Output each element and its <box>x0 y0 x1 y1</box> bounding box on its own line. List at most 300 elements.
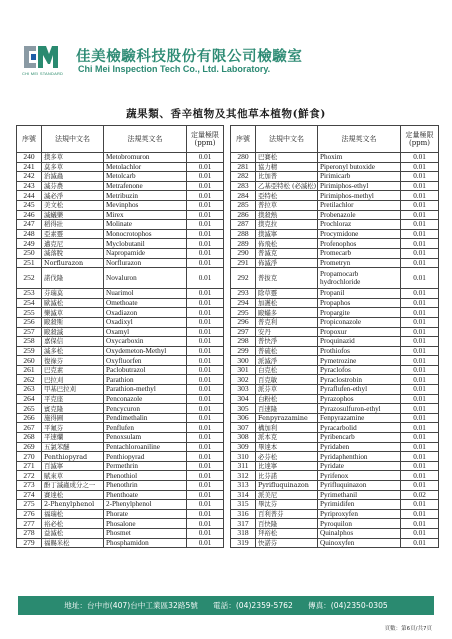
row-number-cell: 256 <box>17 317 42 327</box>
name-en-cell: Pymetrozine <box>318 356 401 366</box>
name-zh-cell: 巴克素 <box>42 365 104 375</box>
name-zh-cell: Pyrifluquinazon <box>256 481 318 491</box>
name-en-cell: Penthiopyrad <box>104 452 187 462</box>
name-en-cell: Pyridate <box>318 461 401 471</box>
row-number-cell: 296 <box>231 317 256 327</box>
quant-limit-cell: 0.01 <box>401 162 439 172</box>
table-row <box>17 490 224 500</box>
quant-limit-cell: 0.01 <box>401 298 439 308</box>
name-zh-cell: 滅多松 <box>42 346 104 356</box>
name-zh-cell: 毆殺斯 <box>42 317 104 327</box>
quant-limit-cell: 0.01 <box>401 239 439 249</box>
name-en-cell: Propaphos <box>318 298 401 308</box>
name-en-cell: Pyrimethanil <box>318 490 401 500</box>
row-number-cell: 260 <box>17 356 42 366</box>
name-en-cell: Pyriproxyfen <box>318 509 401 519</box>
row-number-cell: 280 <box>231 153 256 163</box>
footer-bar <box>18 596 434 615</box>
name-en-cell: Napropamide <box>104 248 187 258</box>
name-en-cell: Norflurazon <box>104 258 187 268</box>
quant-limit-cell: 0.01 <box>401 153 439 163</box>
row-number-cell: 287 <box>231 220 256 230</box>
name-en-cell: Oxycarboxin <box>104 337 187 347</box>
name-en-cell: Pretilachlor <box>318 200 401 210</box>
table-row <box>231 471 439 481</box>
quant-limit-cell: 0.01 <box>187 452 224 462</box>
row-number-cell: 289 <box>231 239 256 249</box>
quant-limit-cell: 0.01 <box>401 356 439 366</box>
table-row <box>17 200 224 210</box>
table-row <box>17 442 224 452</box>
name-zh-cell: 亞素靈 <box>42 229 104 239</box>
row-number-cell: 268 <box>17 433 42 443</box>
table-row <box>17 528 224 538</box>
table-row <box>17 452 224 462</box>
row-number-cell: 286 <box>231 210 256 220</box>
name-zh-cell: 安丹 <box>256 327 318 337</box>
quant-limit-cell: 0.01 <box>401 317 439 327</box>
table-row <box>231 394 439 404</box>
name-zh-cell: 平速爛 <box>42 433 104 443</box>
table-row <box>17 346 224 356</box>
quant-limit-cell: 0.01 <box>401 258 439 268</box>
name-zh-cell: 乙基亞特松 (必滅松) <box>256 181 318 191</box>
row-number-cell: 271 <box>17 461 42 471</box>
table-row <box>17 172 224 182</box>
name-en-cell: Prometryn <box>318 258 401 268</box>
table-row <box>231 433 439 443</box>
name-zh-cell: 福賜米松 <box>42 538 104 548</box>
name-en-cell: Novaluron <box>104 268 187 289</box>
name-en-cell: Pyraclostrobin <box>318 375 401 385</box>
name-en-cell: Metrafenone <box>104 181 187 191</box>
quant-limit-cell: 0.01 <box>187 298 224 308</box>
row-number-cell: 262 <box>17 375 42 385</box>
quant-limit-cell: 0.01 <box>401 365 439 375</box>
table-row <box>17 268 224 289</box>
name-zh-cell: 撲多草 <box>42 153 104 163</box>
name-en-cell: Oxydemeton-Methyl <box>104 346 187 356</box>
quant-limit-cell: 0.01 <box>187 404 224 414</box>
name-en-cell: Prochloraz <box>318 220 401 230</box>
row-number-cell: 308 <box>231 433 256 443</box>
name-zh-cell: 益滅松 <box>42 528 104 538</box>
letterhead <box>22 42 432 78</box>
table-row <box>17 327 224 337</box>
name-zh-cell: 除草靈 <box>256 289 318 299</box>
row-number-cell: 298 <box>231 337 256 347</box>
quant-limit-cell: 0.01 <box>187 500 224 510</box>
quant-limit-cell: 0.01 <box>401 452 439 462</box>
left-analyte-table <box>16 125 224 548</box>
name-zh-cell: 拜裕松 <box>256 528 318 538</box>
quant-limit-cell: 0.01 <box>187 317 224 327</box>
row-number-cell: 306 <box>231 413 256 423</box>
row-number-cell: 255 <box>17 308 42 318</box>
header-name-en: 法規英文名 <box>104 126 187 153</box>
name-zh-cell: 快諾芬 <box>256 538 318 548</box>
name-zh-cell: 稻得壯 <box>42 220 104 230</box>
row-number-cell: 245 <box>17 200 42 210</box>
table-row <box>17 153 224 163</box>
name-zh-cell: 百滅寧 <box>42 461 104 471</box>
name-zh-cell: 賦來草 <box>42 471 104 481</box>
row-number-cell: 293 <box>231 289 256 299</box>
table-row <box>17 404 224 414</box>
table-row <box>231 490 439 500</box>
right-table-body <box>231 153 439 548</box>
quant-limit-cell: 0.01 <box>401 308 439 318</box>
quant-limit-cell: 0.01 <box>187 394 224 404</box>
row-number-cell: 251 <box>17 258 42 268</box>
table-row <box>17 220 224 230</box>
name-en-cell: Omethoate <box>104 298 187 308</box>
quant-limit-cell: 0.01 <box>401 346 439 356</box>
name-en-cell: Metribuzin <box>104 191 187 201</box>
row-number-cell: 278 <box>17 528 42 538</box>
row-number-cell: 288 <box>231 229 256 239</box>
page-number: 頁數：第6頁/共7頁 <box>384 626 432 632</box>
name-en-cell: Parathion-methyl <box>104 385 187 395</box>
company-name-zh: 佳美檢驗科技股份有限公司檢驗室 <box>76 49 303 65</box>
name-en-cell: Pyrifluquinazon <box>318 481 401 491</box>
table-row <box>17 162 224 172</box>
table-row <box>231 404 439 414</box>
name-zh-cell: 滅必淨 <box>42 191 104 201</box>
header-name-zh: 法規中文名 <box>256 126 318 153</box>
quant-limit-cell: 0.01 <box>187 433 224 443</box>
row-number-cell: 281 <box>231 162 256 172</box>
name-zh-cell: 百利普芬 <box>256 509 318 519</box>
name-zh-cell: 樂滅草 <box>42 308 104 318</box>
name-zh-cell: 諾伐隆 <box>42 268 104 289</box>
table-row <box>17 248 224 258</box>
name-en-cell: Parathion <box>104 375 187 385</box>
row-number-cell: 305 <box>231 404 256 414</box>
table-row <box>17 538 224 548</box>
name-zh-cell: 百克敏 <box>256 375 318 385</box>
row-number-cell: 258 <box>17 337 42 347</box>
table-row <box>231 172 439 182</box>
row-number-cell: 301 <box>231 365 256 375</box>
name-en-cell: Pyrazosulfuron-ethyl <box>318 404 401 414</box>
right-analyte-table <box>230 125 439 548</box>
name-en-cell: Prothiofos <box>318 346 401 356</box>
table-row <box>231 365 439 375</box>
table-row <box>231 375 439 385</box>
row-number-cell: 313 <box>231 481 256 491</box>
row-number-cell: 294 <box>231 298 256 308</box>
quant-limit-cell: 0.01 <box>187 423 224 433</box>
quant-limit-cell: 0.01 <box>187 538 224 548</box>
name-en-cell: Metolachlor <box>104 162 187 172</box>
table-row <box>231 298 439 308</box>
table-row <box>17 500 224 510</box>
header-limit: 定量極限(ppm) <box>187 126 224 153</box>
row-number-cell: 248 <box>17 229 42 239</box>
row-number-cell: 284 <box>231 191 256 201</box>
name-zh-cell: 滅落脫 <box>42 248 104 258</box>
quant-limit-cell: 0.01 <box>187 258 224 268</box>
row-number-cell: 303 <box>231 385 256 395</box>
table-row <box>231 191 439 201</box>
table-row <box>17 394 224 404</box>
row-number-cell: 290 <box>231 248 256 258</box>
name-en-cell: Permethrin <box>104 461 187 471</box>
quant-limit-cell: 0.01 <box>187 337 224 347</box>
quant-limit-cell: 0.01 <box>187 210 224 220</box>
quant-limit-cell: 0.01 <box>187 248 224 258</box>
quant-limit-cell: 0.01 <box>187 162 224 172</box>
header-limit: 定量極限(ppm) <box>401 126 439 153</box>
name-en-cell: Metobromuron <box>104 153 187 163</box>
quant-limit-cell: 0.01 <box>187 200 224 210</box>
table-row <box>231 509 439 519</box>
row-number-cell: 252 <box>17 268 42 289</box>
name-en-cell: Phoxim <box>318 153 401 163</box>
name-en-cell: Molinate <box>104 220 187 230</box>
left-table-body <box>17 153 224 548</box>
quant-limit-cell: 0.01 <box>187 413 224 423</box>
name-en-cell: Pyribencarb <box>318 433 401 443</box>
name-zh-cell: 普拔克 <box>256 268 318 289</box>
row-number-cell: 243 <box>17 181 42 191</box>
name-en-cell: Penconazole <box>104 394 187 404</box>
row-number-cell: 257 <box>17 327 42 337</box>
name-en-cell: Mevinphos <box>104 200 187 210</box>
name-zh-cell: 撲滅寧 <box>256 229 318 239</box>
table-row <box>231 258 439 268</box>
footer-contact: 地址：台中市(407)台中工業區32路5號 電話：(04)2359-5762 傳真：(04)2350-0305 <box>64 601 388 610</box>
name-zh-cell: 普克利 <box>256 317 318 327</box>
name-en-cell: Pencycuron <box>104 404 187 414</box>
row-number-cell: 295 <box>231 308 256 318</box>
quant-limit-cell: 0.01 <box>401 423 439 433</box>
company-name-en: Chi Mei Inspection Tech Co., Ltd. Laboratory. <box>78 64 271 74</box>
name-zh-cell: 派美尼 <box>256 490 318 500</box>
logo-tagline: CHI MEI STANDARD <box>22 71 64 76</box>
name-en-cell: Quinalphos <box>318 528 401 538</box>
row-number-cell: 244 <box>17 191 42 201</box>
row-number-cell: 277 <box>17 519 42 529</box>
name-en-cell: Propanil <box>318 289 401 299</box>
name-zh-cell: 滅蟻樂 <box>42 210 104 220</box>
quant-limit-cell: 0.01 <box>401 200 439 210</box>
quant-limit-cell: 0.01 <box>401 442 439 452</box>
quant-limit-cell: 0.01 <box>401 404 439 414</box>
table-row <box>17 509 224 519</box>
name-zh-cell: 派芬草 <box>256 385 318 395</box>
table-header-row <box>231 126 439 153</box>
name-en-cell: Phosphamidon <box>104 538 187 548</box>
row-number-cell: 270 <box>17 452 42 462</box>
table-row <box>17 337 224 347</box>
quant-limit-cell: 0.01 <box>187 375 224 385</box>
quant-limit-cell: 0.01 <box>187 220 224 230</box>
table-row <box>17 191 224 201</box>
quant-limit-cell: 0.01 <box>401 385 439 395</box>
quant-limit-cell: 0.01 <box>401 481 439 491</box>
row-number-cell: 264 <box>17 394 42 404</box>
name-en-cell: Pirimiphos-ethyl <box>318 181 401 191</box>
name-zh-cell: 白克松 <box>256 365 318 375</box>
table-row <box>17 471 224 481</box>
quant-limit-cell: 0.01 <box>187 346 224 356</box>
name-zh-cell: 白粉松 <box>256 394 318 404</box>
name-en-cell: Propamocarb hydrochloride <box>318 268 401 289</box>
name-en-cell: Pyrifenox <box>318 471 401 481</box>
name-en-cell: Pentachloroaniline <box>104 442 187 452</box>
table-row <box>231 327 439 337</box>
row-number-cell: 242 <box>17 172 42 182</box>
quant-limit-cell: 0.01 <box>401 210 439 220</box>
quant-limit-cell: 0.01 <box>401 337 439 347</box>
table-row <box>17 229 224 239</box>
name-zh-cell: 普拉草 <box>256 200 318 210</box>
name-zh-cell: 芬瑞莫 <box>42 289 104 299</box>
quant-limit-cell: 0.01 <box>401 471 439 481</box>
table-row <box>231 220 439 230</box>
table-row <box>17 519 224 529</box>
quant-limit-cell: 0.01 <box>187 172 224 182</box>
name-en-cell: Piperonyl butoxide <box>318 162 401 172</box>
name-zh-cell: 派本克 <box>256 433 318 443</box>
name-en-cell: Pyrazophos <box>318 394 401 404</box>
quant-limit-cell: 0.01 <box>401 327 439 337</box>
name-en-cell: Profenophos <box>318 239 401 249</box>
name-en-cell: Quinoxyfen <box>318 538 401 548</box>
quant-limit-cell: 0.01 <box>187 519 224 529</box>
name-zh-cell: 歐滅松 <box>42 298 104 308</box>
name-en-cell: Phosalone <box>104 519 187 529</box>
row-number-cell: 291 <box>231 258 256 268</box>
quant-limit-cell: 0.01 <box>401 394 439 404</box>
name-en-cell: Monocrotophos <box>104 229 187 239</box>
row-number-cell: 311 <box>231 461 256 471</box>
quant-limit-cell: 0.01 <box>187 327 224 337</box>
row-number-cell: 316 <box>231 509 256 519</box>
table-row <box>231 162 439 172</box>
row-number-cell: 319 <box>231 538 256 548</box>
name-en-cell: Pyrimidifen <box>318 500 401 510</box>
quant-limit-cell: 0.01 <box>401 528 439 538</box>
name-zh-cell: 美文松 <box>42 200 104 210</box>
quant-limit-cell: 0.01 <box>187 481 224 491</box>
name-zh-cell: Norflurazon <box>42 258 104 268</box>
table-row <box>231 248 439 258</box>
row-number-cell: 279 <box>17 538 42 548</box>
name-en-cell: Penflufen <box>104 423 187 433</box>
name-en-cell: Paclobutrazol <box>104 365 187 375</box>
row-number-cell: 297 <box>231 327 256 337</box>
table-row <box>17 210 224 220</box>
quant-limit-cell: 0.01 <box>401 268 439 289</box>
name-en-cell: Pendimethalin <box>104 413 187 423</box>
row-number-cell: 253 <box>17 289 42 299</box>
name-en-cell: Oxadixyl <box>104 317 187 327</box>
row-number-cell: 259 <box>17 346 42 356</box>
name-en-cell: Promecarb <box>318 248 401 258</box>
name-zh-cell: 巴拉刈 <box>42 375 104 385</box>
row-number-cell: 285 <box>231 200 256 210</box>
row-number-cell: 275 <box>17 500 42 510</box>
name-zh-cell: 加護松 <box>256 298 318 308</box>
row-number-cell: 299 <box>231 346 256 356</box>
quant-limit-cell: 0.01 <box>187 365 224 375</box>
table-row <box>17 298 224 308</box>
name-zh-cell: 甲基巴拉刈 <box>42 385 104 395</box>
name-en-cell: Pyraflufen-ethyl <box>318 385 401 395</box>
table-row <box>17 433 224 443</box>
quant-limit-cell: 0.01 <box>187 471 224 481</box>
name-zh-cell: 平克座 <box>42 394 104 404</box>
name-zh-cell: 普滅克 <box>256 248 318 258</box>
quant-limit-cell: 0.01 <box>401 229 439 239</box>
table-row <box>231 200 439 210</box>
quant-limit-cell: 0.01 <box>401 191 439 201</box>
table-row <box>231 528 439 538</box>
name-zh-cell: 邁克尼 <box>42 239 104 249</box>
header-name-en: 法規英文名 <box>318 126 401 153</box>
name-zh-cell: 賓克隆 <box>42 404 104 414</box>
name-zh-cell: Fenpyrazamine <box>256 413 318 423</box>
name-en-cell: Pirimicarb <box>318 172 401 182</box>
name-en-cell: Penoxsulam <box>104 433 187 443</box>
row-number-cell: 304 <box>231 394 256 404</box>
row-number-cell: 240 <box>17 153 42 163</box>
table-row <box>231 481 439 491</box>
row-number-cell: 282 <box>231 172 256 182</box>
name-zh-cell: 莫多草 <box>42 162 104 172</box>
table-row <box>17 481 224 491</box>
table-row <box>17 365 224 375</box>
row-number-cell: 254 <box>17 298 42 308</box>
name-zh-cell: 治滅蟲 <box>42 172 104 182</box>
table-row <box>231 356 439 366</box>
table-row <box>231 385 439 395</box>
name-zh-cell: 毆殺滅 <box>42 327 104 337</box>
table-row <box>231 317 439 327</box>
name-en-cell: Nuarimol <box>104 289 187 299</box>
row-number-cell: 302 <box>231 375 256 385</box>
quant-limit-cell: 0.01 <box>401 375 439 385</box>
table-row <box>231 519 439 529</box>
table-row <box>17 385 224 395</box>
name-zh-cell: 復祿芬 <box>42 356 104 366</box>
row-number-cell: 246 <box>17 210 42 220</box>
table-row <box>17 317 224 327</box>
name-en-cell: Oxadiazon <box>104 308 187 318</box>
row-number-cell: 315 <box>231 500 256 510</box>
table-row <box>231 210 439 220</box>
row-number-cell: 292 <box>231 268 256 289</box>
name-en-cell: Phosmet <box>104 528 187 538</box>
name-zh-cell: 構加利 <box>256 423 318 433</box>
quant-limit-cell: 0.01 <box>401 248 439 258</box>
table-row <box>231 229 439 239</box>
quant-limit-cell: 0.01 <box>187 528 224 538</box>
name-zh-cell: 撲克拉 <box>256 220 318 230</box>
quant-limit-cell: 0.01 <box>187 490 224 500</box>
quant-limit-cell: 0.01 <box>401 500 439 510</box>
row-number-cell: 309 <box>231 442 256 452</box>
table-row <box>17 289 224 299</box>
quant-limit-cell: 0.01 <box>187 268 224 289</box>
table-row <box>231 308 439 318</box>
name-zh-cell: 協力精 <box>256 162 318 172</box>
table-row <box>231 289 439 299</box>
table-row <box>17 356 224 366</box>
